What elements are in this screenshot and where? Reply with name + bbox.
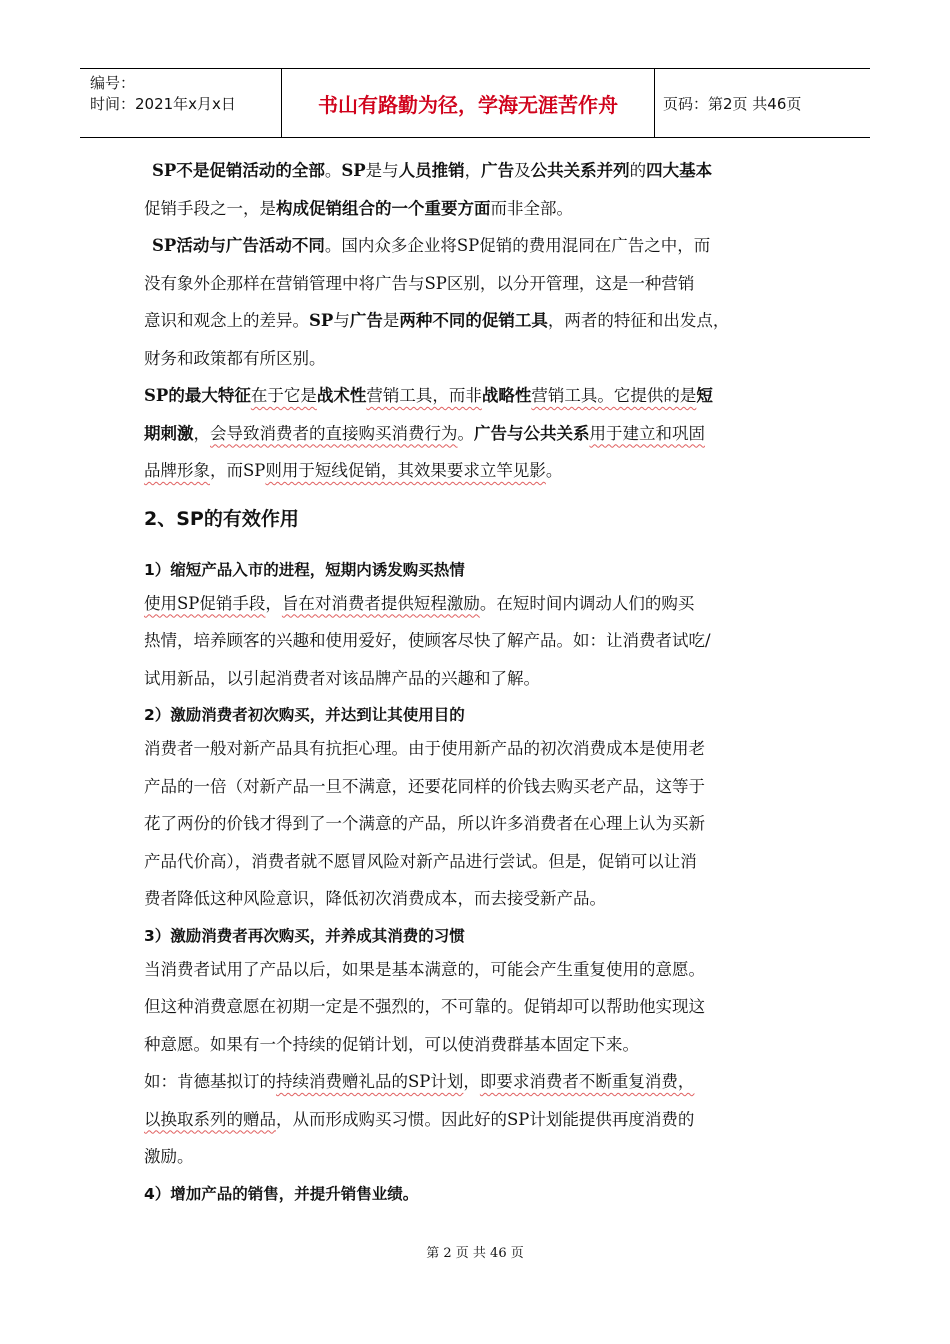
text-run: ，从而形成购买习惯。因此好的SP计划能提供再度消费的: [276, 1109, 695, 1129]
text-run: 广告: [481, 161, 515, 180]
s2-line: 产品代价高），消费者就不愿冒风险对新产品进行尝试。但是，促销可以让消: [144, 851, 697, 871]
text-run: 的: [629, 161, 647, 180]
text-run: ，两者的特征和出发点，: [547, 311, 730, 330]
text-run: 广告: [349, 311, 383, 330]
subsection-heading: 4）增加产品的销售，并提升销售业绩。: [144, 1184, 419, 1203]
text-run: ，: [464, 161, 482, 180]
s2-line: 产品的一倍（对新产品一旦不满意，还要花同样的价钱去购买老产品，这等于: [144, 776, 705, 796]
page-footer: 第 2 页 共 46 页: [426, 1246, 524, 1261]
para3-line3: [144, 452, 824, 490]
motto: 书山有路勤为径，学海无涯苦作舟: [282, 69, 655, 137]
text-run: 以换取系列的赠品: [144, 1109, 276, 1129]
subsection-heading: 2）激励消费者初次购买，并达到让其使用目的: [144, 706, 465, 724]
text-run: ，: [265, 593, 282, 613]
text-run: 则用于短线促销，其效果要求立竿见影: [265, 461, 546, 480]
text-run: 及: [514, 161, 531, 180]
text-run: 是与: [365, 161, 399, 180]
s3-example-line1: [144, 1063, 824, 1101]
text-run: SP: [341, 161, 366, 180]
s2-line: 消费者一般对新产品具有抗拒心理。由于使用新产品的初次消费成本是使用老: [144, 739, 705, 758]
text-run: 短: [696, 386, 713, 405]
subsection-heading: 1）缩短产品入市的进程，短期内诱发购买热情: [144, 560, 465, 579]
text-run: 使用SP促销手段: [144, 593, 266, 613]
subsection-heading: 3）激励消费者再次购买，并养成其消费的习惯: [144, 926, 465, 945]
text-run: 四大基本: [646, 161, 713, 180]
para2-line1: [144, 227, 824, 265]
text-run: ，: [463, 1072, 480, 1091]
text-run: 。: [545, 461, 563, 480]
text-run: 。: [457, 423, 474, 443]
text-run: 构成促销组合的一个重要方面: [276, 198, 491, 218]
time-label: 时间：2021年x月x日: [90, 95, 236, 113]
page-header: [80, 68, 870, 138]
text-run: 如：肯德基拟订的: [144, 1072, 276, 1091]
text-run: 会导致消费者的直接购买消费行为: [210, 423, 458, 443]
para1-line1: [144, 152, 824, 190]
s3-example-line2: [144, 1101, 824, 1139]
text-run: 。: [324, 161, 342, 180]
text-run: 。国内众多企业将SP促销的费用混同在广告之中，而: [324, 236, 711, 255]
text-run: SP不是促销活动的全部: [152, 161, 325, 180]
header-meta: [80, 69, 282, 137]
s2-line: 费者降低这种风险意识，降低初次消费成本，而去接受新产品。: [144, 889, 606, 908]
text-run: 意识和观念上的差异。: [144, 311, 309, 330]
text-run: ，: [193, 423, 210, 443]
para3-line1: [144, 377, 824, 415]
s1-line2: 热情，培养顾客的兴趣和使用爱好，使顾客尽快了解产品。如：让消费者试吃/: [144, 631, 711, 650]
text-run: 营销工具，而非: [366, 386, 482, 405]
text-run: 用于建立和巩固: [589, 423, 705, 443]
text-run: 与: [333, 311, 350, 330]
text-run: SP: [309, 311, 334, 330]
text-run: 两种不同的促销工具: [399, 311, 548, 330]
para2-line3: [144, 302, 824, 340]
section-heading: 2、SP的有效作用: [144, 507, 299, 530]
text-run: 是: [382, 311, 400, 330]
text-run: ，而SP: [210, 461, 266, 480]
s1-line3: 试用新品，以引起消费者对该品牌产品的兴趣和了解。: [144, 668, 540, 688]
text-run: 在于它是: [250, 386, 317, 405]
text-run: 促销手段之一，是: [144, 198, 276, 218]
s2-line: 花了两份的价钱才得到了一个满意的产品，所以许多消费者在心理上认为买新: [144, 814, 705, 833]
s3-line: 种意愿。如果有一个持续的促销计划，可以使消费群基本固定下来。: [144, 1034, 639, 1054]
s3-line: 当消费者试用了产品以后，如果是基本满意的，可能会产生重复使用的意愿。: [144, 959, 705, 979]
para3-line2: [144, 415, 824, 453]
text-run: SP的最大特征: [144, 386, 251, 405]
para2-line4: 财务和政策都有所区别。: [144, 348, 326, 368]
text-run: 人员推销: [398, 161, 465, 180]
text-run: 即要求消费者不断重复消费，: [479, 1072, 695, 1091]
s1-line1: [144, 585, 824, 623]
text-run: 战略性: [481, 386, 532, 405]
text-run: 持续消费赠礼品的SP计划: [276, 1072, 464, 1091]
text-run: 广告与公共关系: [474, 423, 590, 443]
text-run: 战术性: [316, 386, 367, 405]
text-run: SP活动与广告活动不同: [152, 236, 325, 255]
para1-line2: [144, 190, 824, 228]
text-run: 公共关系并列: [530, 161, 630, 180]
text-run: 。在短时间内调动人们的购买: [479, 593, 695, 613]
document-body: [144, 152, 824, 1209]
code-label: 编号：: [90, 74, 136, 92]
text-run: 旨在对消费者提供短程激励: [281, 593, 480, 613]
para2-line2: 没有象外企那样在营销管理中将广告与SP区别，以分开管理，这是一种营销: [144, 273, 695, 293]
text-run: 期刺激: [144, 423, 194, 443]
text-run: 营销工具。它提供的是: [531, 386, 697, 405]
text-run: 而非全部。: [490, 198, 573, 218]
s3-example-line3: 激励。: [144, 1147, 194, 1166]
page-info: 页码：第2页 共46页: [663, 94, 802, 113]
s3-line: 但这种消费意愿在初期一定是不强烈的，不可靠的。促销却可以帮助他实现这: [144, 997, 705, 1016]
text-run: 品牌形象: [144, 461, 210, 480]
